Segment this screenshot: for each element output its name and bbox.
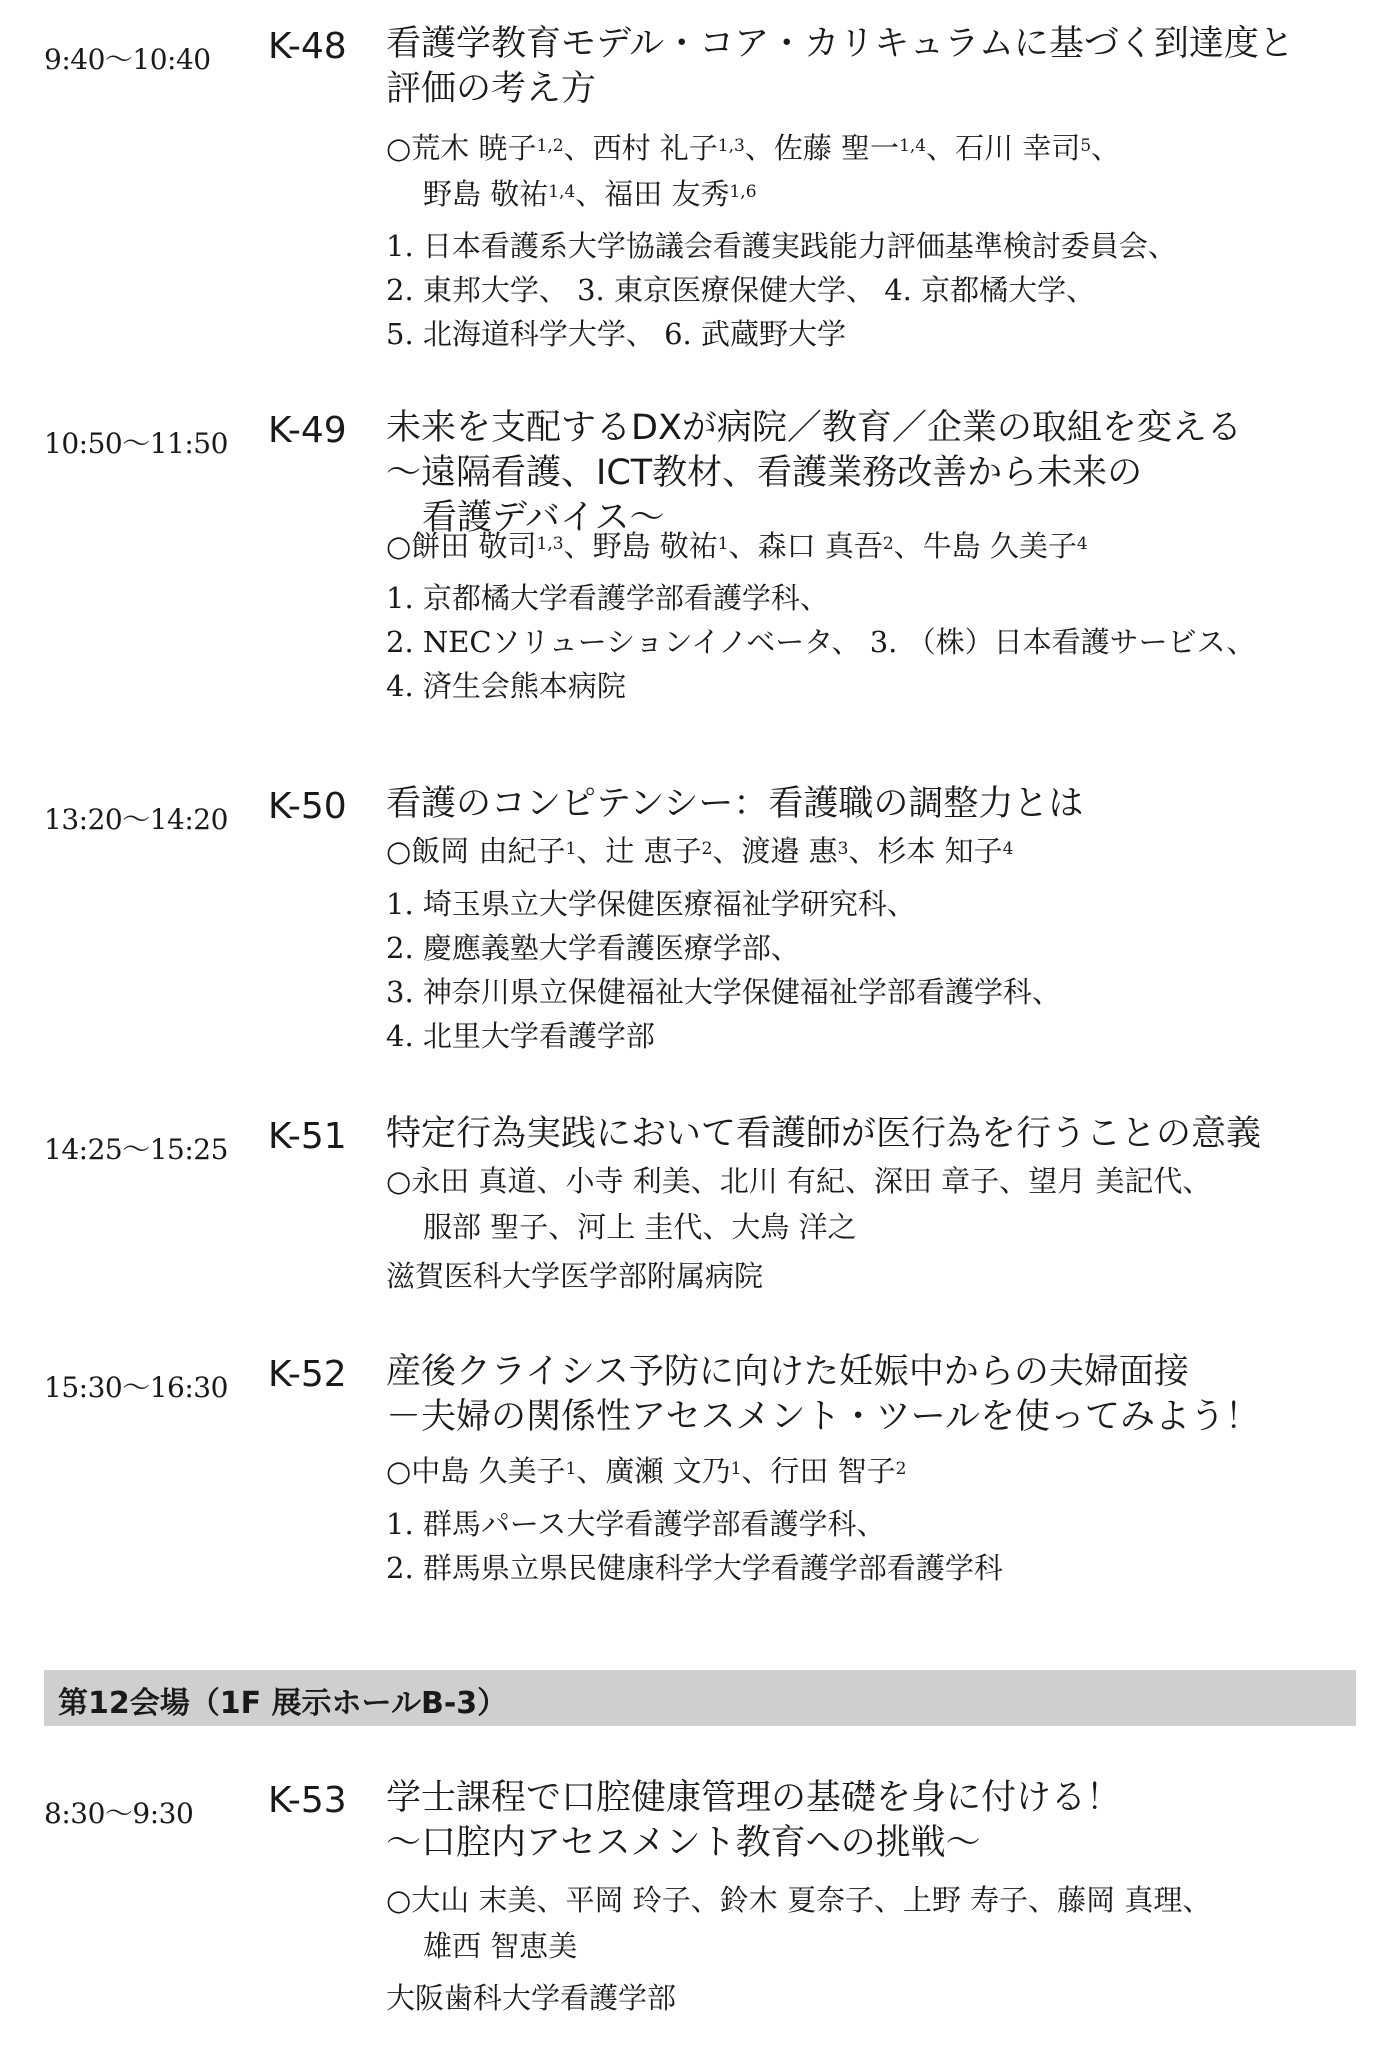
- affiliation-marker: 2: [701, 839, 713, 859]
- affiliation-marker: 2: [895, 1459, 907, 1479]
- affiliation-marker: 1,4: [548, 182, 576, 202]
- session-time: 9:40〜10:40: [44, 43, 211, 76]
- session-code: K-48: [268, 26, 347, 67]
- author-text: 、福田 友秀: [575, 177, 730, 211]
- author-text: 、杉本 知子: [848, 834, 1003, 868]
- session-title-line: 〜遠隔看護、ICT教材、看護業務改善から未来の: [386, 453, 1143, 493]
- author-text: ○餅田 敬司: [386, 529, 537, 563]
- affiliation-marker: 1: [565, 1459, 577, 1479]
- affiliation-marker: 5: [1080, 136, 1092, 156]
- session-authors-line: [386, 523, 1088, 569]
- author-text: 、森口 真吾: [728, 529, 883, 563]
- session-code: K-53: [268, 1780, 347, 1821]
- session-affiliation-line: 1. 日本看護系大学協議会看護実践能力評価基準検討委員会、: [386, 229, 1177, 263]
- session-title-line: 学士課程で口腔健康管理の基礎を身に付ける！: [386, 1778, 1122, 1818]
- author-text: 、石川 幸司: [926, 131, 1081, 165]
- room-header-bar: [44, 1670, 1356, 1726]
- session-time: 10:50〜11:50: [44, 427, 228, 460]
- session-title-line: 特定行為実践において看護師が医行為を行うことの意義: [386, 1114, 1262, 1154]
- session-title-line: 評価の考え方: [386, 69, 597, 109]
- affiliation-marker: 1: [730, 1459, 742, 1479]
- author-text: 、渡邉 惠: [712, 834, 838, 868]
- author-text: 、: [1091, 131, 1121, 165]
- author-text: ○永田 真道、小寺 利美、北川 有紀、深田 章子、望月 美記代、: [386, 1164, 1212, 1198]
- session-affiliation-line: 3. 神奈川県立保健福祉大学保健福祉学部看護学科、: [386, 975, 1061, 1009]
- author-text: 野島 敬祐: [423, 177, 549, 211]
- session-affiliation-line: 4. 済生会熊本病院: [386, 669, 626, 703]
- affiliation-marker: 4: [1002, 839, 1014, 859]
- affiliation-marker: 2: [882, 534, 894, 554]
- session-affiliation-line: 2. 東邦大学、 3. 東京医療保健大学、 4. 京都橘大学、: [386, 273, 1096, 307]
- session-time: 13:20〜14:20: [44, 803, 228, 836]
- affiliation-marker: 1,3: [717, 136, 745, 156]
- session-authors-line: [386, 1923, 577, 1969]
- session-time: 8:30〜9:30: [44, 1797, 194, 1830]
- session-affiliation-line: 1. 群馬パース大学看護学部看護学科、: [386, 1507, 886, 1541]
- room-header: 第12会場（1F 展示ホールB-3）: [58, 1686, 508, 1721]
- session-title-line: 〜口腔内アセスメント教育への挑戦〜: [386, 1823, 981, 1863]
- session-title: [386, 1776, 1376, 1866]
- session-authors-line: [386, 171, 757, 217]
- session-title: [386, 1350, 1376, 1440]
- session-title: [386, 22, 1376, 112]
- author-text: 、廣瀬 文乃: [576, 1454, 731, 1488]
- session-title-line: 未来を支配するDXが病院／教育／企業の取組を変える: [386, 408, 1242, 448]
- affiliation-marker: 1: [717, 534, 729, 554]
- session-title: [386, 406, 1376, 541]
- affiliation-marker: 1,3: [536, 534, 564, 554]
- session-affiliation-line: 4. 北里大学看護学部: [386, 1019, 655, 1053]
- affiliation-marker: 1,6: [729, 182, 757, 202]
- session-affiliation-line: 2. 慶應義塾大学看護医療学部、: [386, 931, 800, 965]
- author-text: ○飯岡 由紀子: [386, 834, 566, 868]
- author-text: 、行田 智子: [741, 1454, 896, 1488]
- author-text: ○大山 末美、平岡 玲子、鈴木 夏奈子、上野 寿子、藤岡 真理、: [386, 1883, 1212, 1917]
- session-authors-line: [386, 1877, 1211, 1923]
- affiliation-marker: 4: [1076, 534, 1088, 554]
- author-text: 、牛島 久美子: [893, 529, 1077, 563]
- session-affiliation-line: 2. NECソリューションイノベータ、 3. （株）日本看護サービス、: [386, 625, 1256, 659]
- session-time: 15:30〜16:30: [44, 1371, 228, 1404]
- session-authors-line: [386, 828, 1014, 874]
- session-authors-line: [386, 1204, 857, 1250]
- affiliation-marker: 1,2: [536, 136, 564, 156]
- session-code: K-50: [268, 786, 347, 827]
- session-title: [386, 782, 1376, 827]
- session-authors-line: [386, 1448, 906, 1494]
- session-time: 14:25〜15:25: [44, 1133, 228, 1166]
- author-text: 雄西 智恵美: [423, 1929, 578, 1963]
- session-code: K-51: [268, 1116, 347, 1157]
- session-affiliation-line: 滋賀医科大学医学部附属病院: [386, 1259, 764, 1293]
- session-code: K-52: [268, 1354, 347, 1395]
- affiliation-marker: 1,4: [899, 136, 927, 156]
- author-text: 、西村 礼子: [563, 131, 718, 165]
- author-text: 服部 聖子、河上 圭代、大鳥 洋之: [423, 1210, 857, 1244]
- session-title: [386, 1112, 1376, 1157]
- session-title-line: －夫婦の関係性アセスメント・ツールを使ってみよう！: [386, 1397, 1260, 1437]
- session-authors-line: [386, 1158, 1211, 1204]
- author-text: ○中島 久美子: [386, 1454, 566, 1488]
- session-affiliation-line: 大阪歯科大学看護学部: [386, 1981, 677, 2015]
- author-text: 、佐藤 聖一: [744, 131, 900, 165]
- session-code: K-49: [268, 410, 347, 451]
- session-title-line: 看護のコンピテンシー：看護職の調整力とは: [386, 784, 1084, 824]
- affiliation-marker: 1: [565, 839, 577, 859]
- author-text: 、辻 恵子: [576, 834, 702, 868]
- session-affiliation-line: 5. 北海道科学大学、 6. 武蔵野大学: [386, 317, 846, 351]
- author-text: 、野島 敬祐: [563, 529, 718, 563]
- session-affiliation-line: 2. 群馬県立県民健康科学大学看護学部看護学科: [386, 1551, 1003, 1585]
- session-affiliation-line: 1. 京都橘大学看護学部看護学科、: [386, 581, 829, 615]
- affiliation-marker: 3: [837, 839, 849, 859]
- session-title-line: 看護デバイス〜: [422, 498, 665, 538]
- session-authors-line: [386, 125, 1120, 171]
- session-title-line: 看護学教育モデル・コア・カリキュラムに基づく到達度と: [386, 24, 1294, 64]
- session-affiliation-line: 1. 埼玉県立大学保健医療福祉学研究科、: [386, 887, 916, 921]
- session-title-line: 産後クライシス予防に向けた妊娠中からの夫婦面接: [386, 1352, 1189, 1392]
- author-text: ○荒木 暁子: [386, 131, 537, 165]
